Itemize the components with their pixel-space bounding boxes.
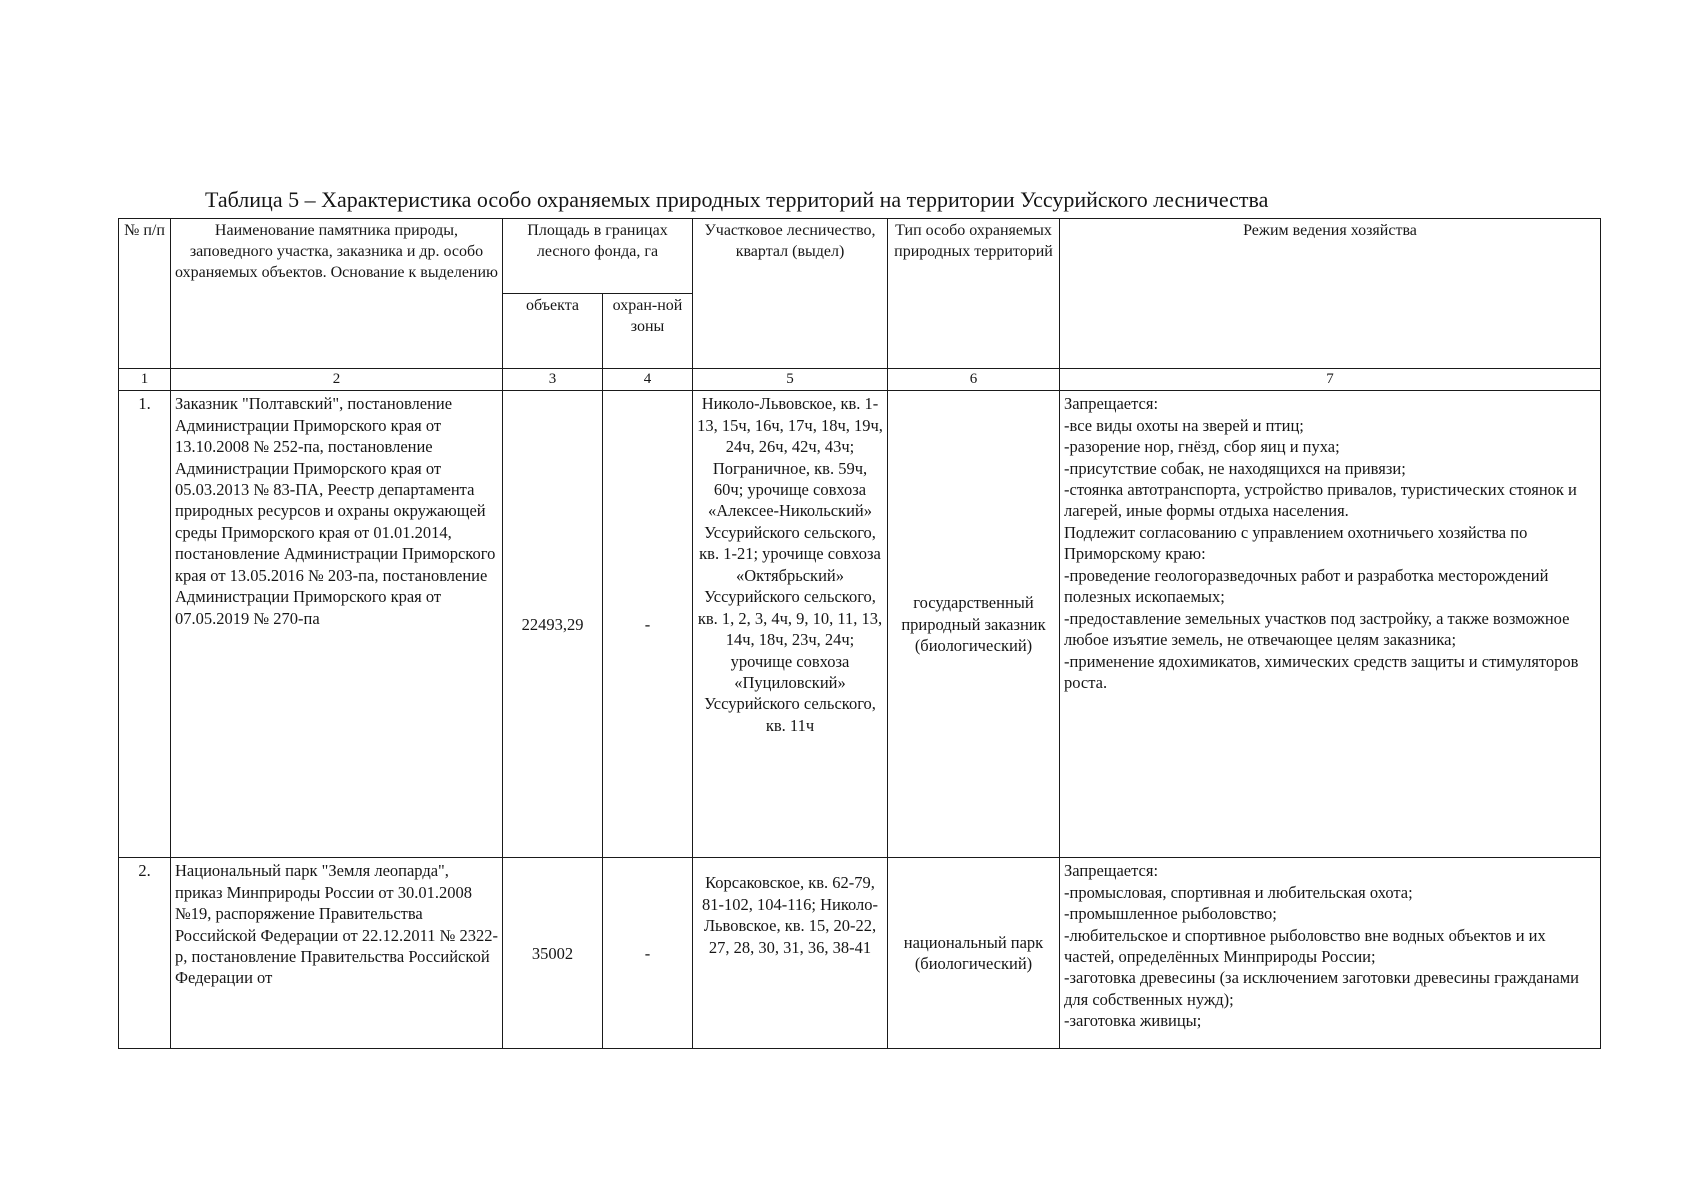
column-number: 5 [693, 369, 888, 391]
row-regime [1060, 858, 1601, 1049]
protected-areas-table [118, 218, 1601, 1049]
regime-line: -заготовка живицы; [1064, 1011, 1202, 1031]
row-type: национальный парк (биологический) [888, 858, 1060, 1049]
regime-line: Запрещается: [1064, 861, 1159, 881]
regime-line: -присутствие собак, не находящихся на привязи; [1064, 458, 1406, 478]
header-regime: Режим ведения хозяйства [1060, 219, 1601, 369]
column-number: 4 [603, 369, 693, 391]
header-area: Площадь в границах лесного фонда, га [503, 219, 693, 294]
row-area-zone: - [603, 391, 693, 858]
header-num: № п/п [119, 219, 171, 369]
column-number-row [119, 369, 1601, 391]
header-forestry: Участковое лесничество, квартал (выдел) [693, 219, 888, 369]
row-forestry: Корсаковское, кв. 62-79, 81-102, 104-116; Николо-Львовское, кв. 15, 20-22, 27, 28, 30, 31, 36, 38-41 [693, 858, 888, 1049]
header-type: Тип особо охраняемых природных территорий [888, 219, 1060, 369]
row-area-object: 22493,29 [503, 391, 603, 858]
column-number: 6 [888, 369, 1060, 391]
column-number: 7 [1060, 369, 1601, 391]
regime-line: -проведение геологоразведочных работ и разработка месторождений полезных ископаемых; [1064, 565, 1549, 607]
regime-line: -применение ядохимикатов, химических средств защиты и стимуляторов роста. [1064, 651, 1579, 692]
column-number: 3 [503, 369, 603, 391]
regime-line: -заготовка древесины (за исключением заготовки древесины гражданами для собственных нужд); [1064, 968, 1580, 1009]
table-caption: Таблица 5 – Характеристика особо охраняемых природных территорий на территории Уссурийского лесничества [205, 187, 1269, 212]
row-area-object: 35002 [503, 858, 603, 1049]
row-area-zone: - [603, 858, 693, 1049]
regime-line: -любительское и спортивное рыболовство вне водных объектов и их частей, определённых Минприроды России; [1064, 925, 1546, 966]
row-name: Заказник "Полтавский", постановление Администрации Приморского края от 13.10.2008 № 252-па, постановление Администрации Приморского края от 05.03.2013 № 83-ПА, Реестр департамента природных ресурсов и охраны окружающей среды Приморского края от 01.01.2014, постановление Администрации Приморского края от 13.05.2016 № 203-па, постановление Администрации Приморского края от 07.05.2019 № 270-па [171, 391, 503, 858]
table-row [119, 858, 1601, 1049]
row-num: 2. [119, 858, 171, 1049]
table-row [119, 391, 1601, 858]
regime-line: -разорение нор, гнёзд, сбор яиц и пуха; [1064, 437, 1340, 457]
row-regime [1060, 391, 1601, 858]
regime-line: -промысловая, спортивная и любительская охота; [1064, 882, 1413, 902]
column-number: 2 [171, 369, 503, 391]
column-number: 1 [119, 369, 171, 391]
header-row [119, 219, 1601, 294]
header-name: Наименование памятника природы, заповедного участка, заказника и др. особо охраняемых объектов. Основание к выделению [171, 219, 503, 369]
row-forestry: Николо-Львовское, кв. 1-13, 15ч, 16ч, 17ч, 18ч, 19ч, 24ч, 26ч, 42ч, 43ч; Пограничное, кв. 59ч, 60ч; урочище совхоза «Алексее-Никольский» Уссурийского сельского, кв. 1-21; урочище совхоза «Октябрьский» Уссурийского сельского, кв. 1, 2, 3, 4ч, 9, 10, 11, 13, 14ч, 18ч, 23ч, 24ч; урочище совхоза «Пуциловский» Уссурийского сельского, кв. 11ч [693, 391, 888, 858]
row-type: государственный природный заказник (биологический) [888, 391, 1060, 858]
regime-line: Подлежит согласованию с управлением охотничьего хозяйства по Приморскому краю: [1064, 522, 1528, 564]
regime-line: Запрещается: [1064, 394, 1159, 414]
row-num: 1. [119, 391, 171, 858]
regime-line: -предоставление земельных участков под застройку, а также возможное любое изъятие земель, не отвечающее целям заказника; [1064, 608, 1570, 650]
regime-line: -все виды охоты на зверей и птиц; [1064, 415, 1304, 435]
header-area-zone: охран-ной зоны [603, 294, 693, 369]
regime-line: -промышленное рыболовство; [1064, 904, 1277, 924]
regime-line: -стоянка автотранспорта, устройство привалов, туристических стоянок и лагерей, иные формы отдыха населения. [1064, 480, 1577, 521]
header-area-object: объекта [503, 294, 603, 369]
row-name: Национальный парк "Земля леопарда", приказ Минприроды России от 30.01.2008 №19, распоряжение Правительства Российской Федерации от 22.12.2011 № 2322-р, постановление Правительства Российской Федерации от [171, 858, 503, 1049]
